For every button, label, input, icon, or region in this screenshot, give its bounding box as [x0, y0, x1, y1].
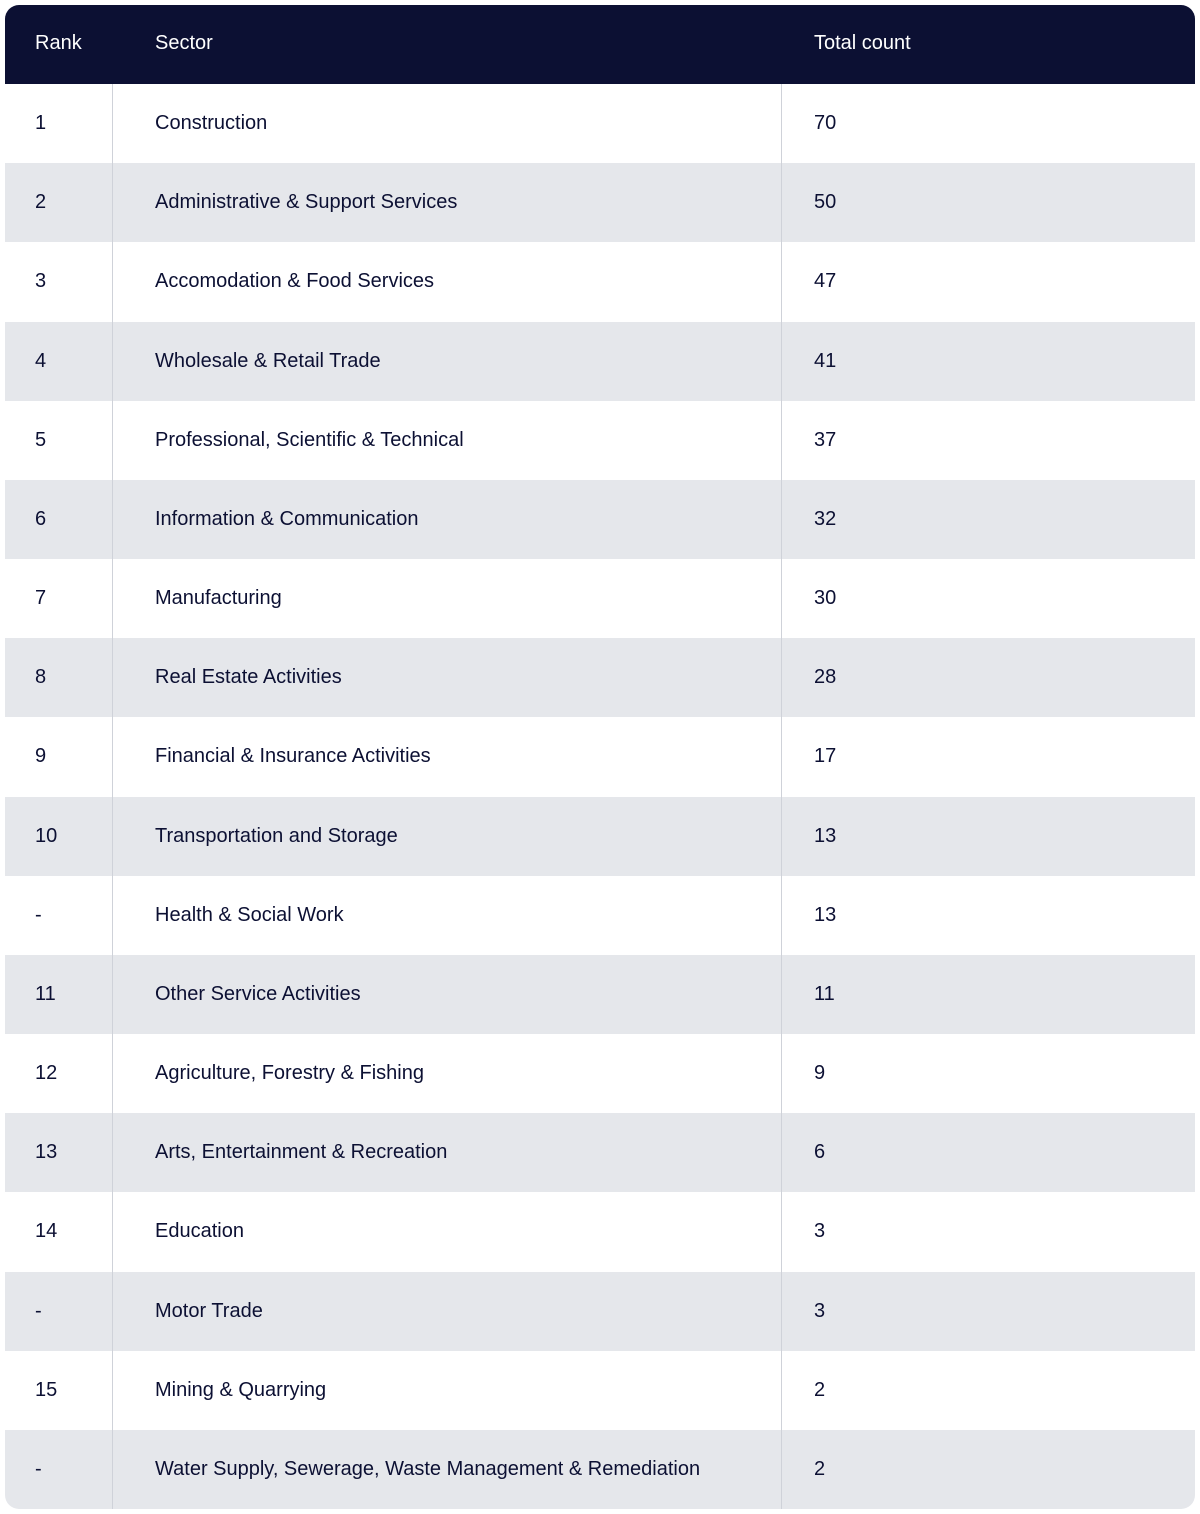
rank-cell: - [35, 1457, 42, 1480]
sector-cell: Motor Trade [155, 1299, 263, 1322]
count-cell: 2 [814, 1457, 826, 1480]
rank-cell: 12 [35, 1062, 58, 1085]
rank-cell: - [35, 1299, 42, 1322]
sector-cell: Arts, Entertainment & Recreation [155, 1141, 448, 1164]
rank-cell: 10 [35, 824, 58, 847]
count-cell: 28 [814, 666, 837, 689]
table-row [5, 1430, 1195, 1509]
count-cell: 9 [814, 1062, 826, 1085]
table-row [5, 559, 1195, 638]
table-row [5, 1113, 1195, 1192]
sector-cell: Water Supply, Sewerage, Waste Management & Remediation [155, 1457, 701, 1480]
count-cell: 13 [814, 824, 837, 847]
count-cell: 32 [814, 507, 837, 530]
count-cell: 37 [814, 428, 837, 451]
sector-cell: Information & Communication [155, 507, 419, 530]
table-row [5, 955, 1195, 1034]
table-row [5, 163, 1195, 242]
rank-cell: 9 [35, 745, 47, 768]
rank-cell: 15 [35, 1378, 58, 1401]
sector-cell: Construction [155, 112, 268, 135]
count-cell: 47 [814, 270, 837, 293]
rank-cell: 14 [35, 1220, 58, 1243]
table-row [5, 242, 1195, 321]
table-row [5, 1192, 1195, 1271]
sector-cell: Transportation and Storage [155, 824, 398, 847]
rank-cell: 4 [35, 349, 47, 372]
rank-cell: 6 [35, 507, 47, 530]
sector-cell: Professional, Scientific & Technical [155, 428, 464, 451]
sector-cell: Administrative & Support Services [155, 191, 458, 214]
column-divider [781, 84, 782, 1509]
count-cell: 70 [814, 112, 837, 135]
table-row [5, 1272, 1195, 1351]
sector-table [5, 5, 1195, 1509]
rank-cell: 7 [35, 587, 47, 610]
header-sector: Sector [155, 32, 213, 54]
count-cell: 17 [814, 745, 837, 768]
table-header [5, 5, 1195, 84]
rank-cell: 5 [35, 428, 47, 451]
sector-cell: Financial & Insurance Activities [155, 745, 431, 768]
count-cell: 13 [814, 903, 837, 926]
table-row [5, 876, 1195, 955]
rank-cell: 2 [35, 191, 47, 214]
sector-cell: Real Estate Activities [155, 666, 342, 689]
sector-cell: Accomodation & Food Services [155, 270, 435, 293]
table-row [5, 84, 1195, 163]
sector-cell: Health & Social Work [155, 903, 344, 926]
table-row [5, 322, 1195, 401]
rank-cell: 1 [35, 112, 47, 135]
table-row [5, 638, 1195, 717]
table-row [5, 480, 1195, 559]
header-total-count: Total count [814, 32, 911, 54]
column-divider [112, 84, 113, 1509]
count-cell: 41 [814, 349, 837, 372]
sector-cell: Wholesale & Retail Trade [155, 349, 381, 372]
rank-cell: 8 [35, 666, 47, 689]
count-cell: 3 [814, 1220, 826, 1243]
sector-cell: Education [155, 1220, 244, 1243]
count-cell: 3 [814, 1299, 826, 1322]
table-row [5, 797, 1195, 876]
sector-cell: Mining & Quarrying [155, 1378, 327, 1401]
count-cell: 2 [814, 1378, 826, 1401]
sector-cell: Manufacturing [155, 587, 282, 610]
sector-cell: Agriculture, Forestry & Fishing [155, 1062, 424, 1085]
table-body [5, 84, 1195, 1509]
count-cell: 50 [814, 191, 837, 214]
count-cell: 30 [814, 587, 837, 610]
table-row [5, 1034, 1195, 1113]
rank-cell: 3 [35, 270, 47, 293]
rank-cell: 13 [35, 1141, 58, 1164]
table-row [5, 401, 1195, 480]
rank-cell: 11 [35, 982, 56, 1005]
table-row [5, 717, 1195, 796]
sector-cell: Other Service Activities [155, 982, 361, 1005]
table-row [5, 1351, 1195, 1430]
count-cell: 11 [814, 982, 835, 1005]
count-cell: 6 [814, 1141, 826, 1164]
rank-cell: - [35, 903, 42, 926]
header-rank: Rank [35, 32, 82, 54]
